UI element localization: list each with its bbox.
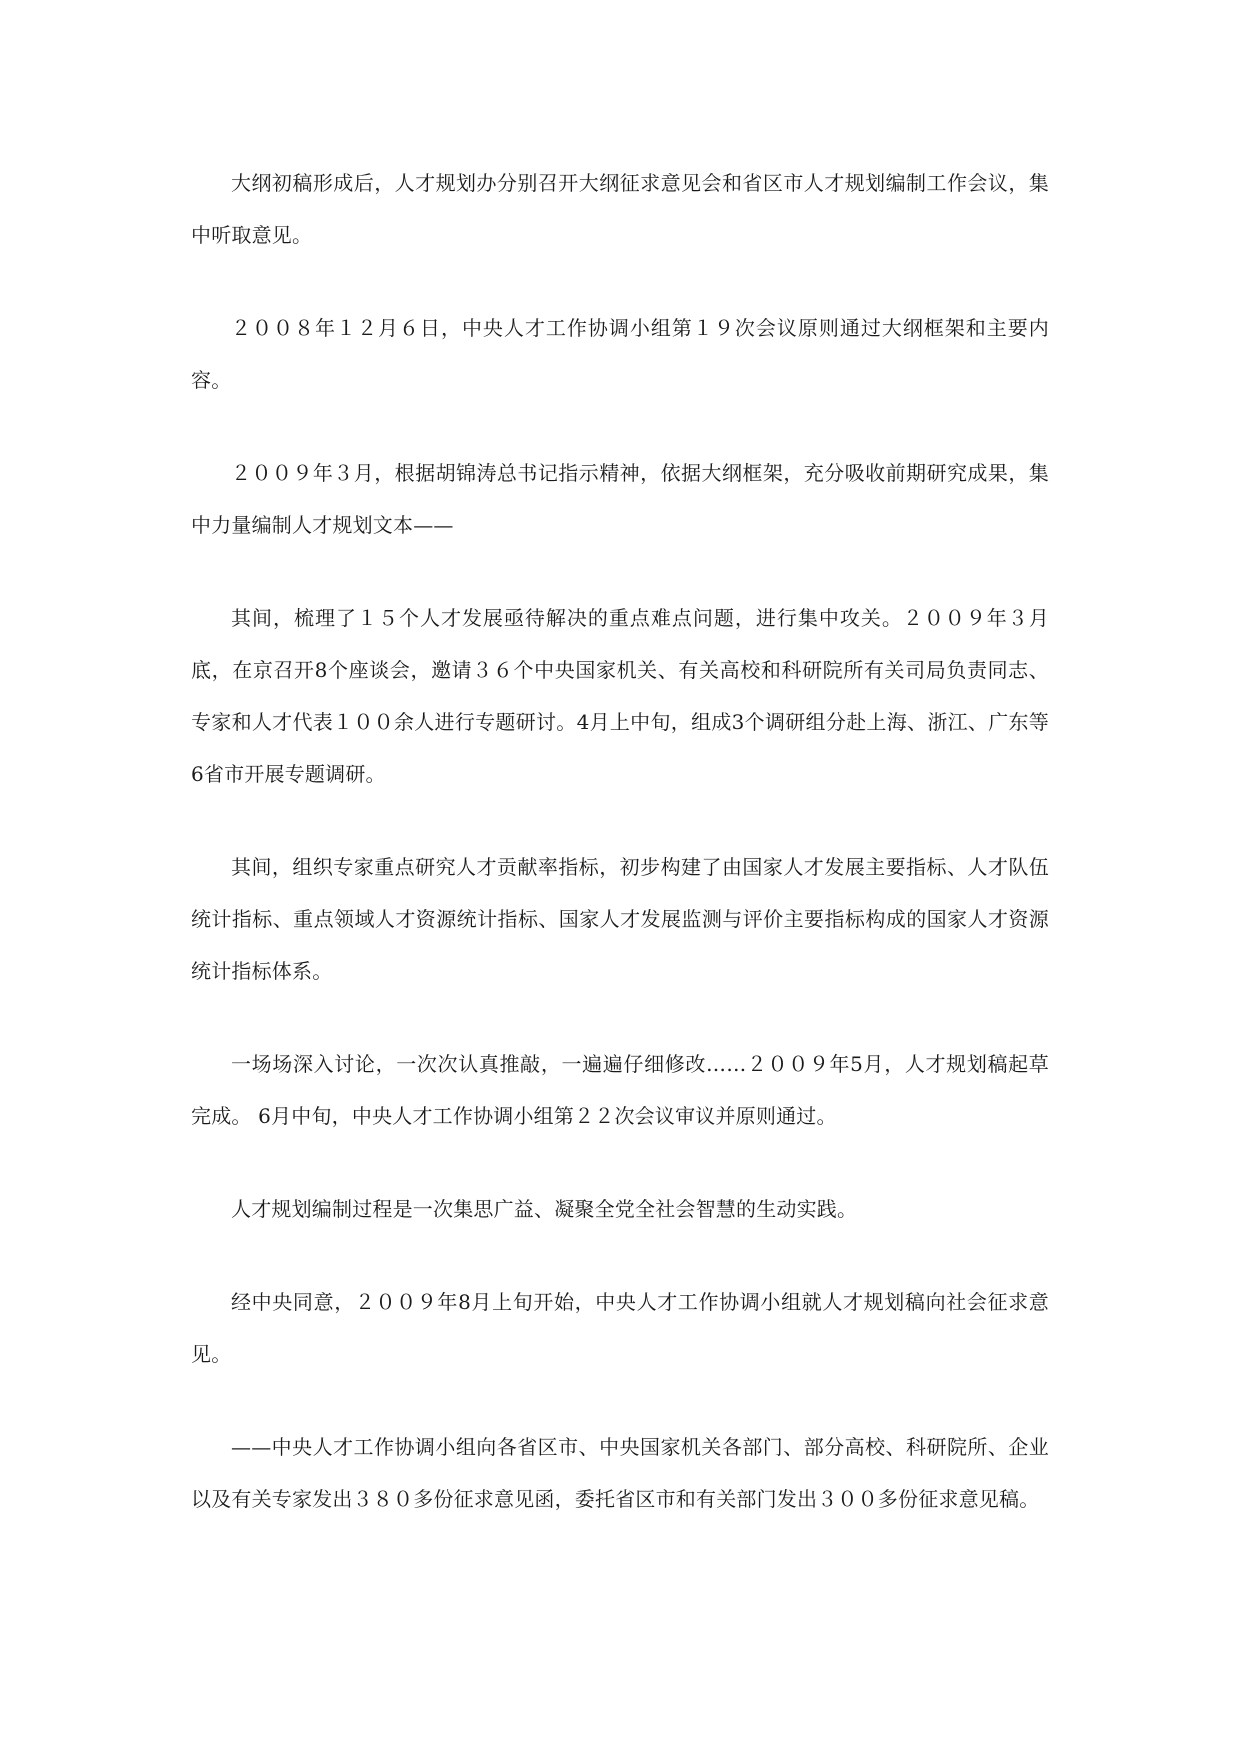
paragraph: 其间，梳理了１５个人才发展亟待解决的重点难点问题，进行集中攻关。２００９年３月底，在京召开8个座谈会，邀请３６个中央国家机关、有关高校和科研院所有关司局负责同志、专家和人才代表１００余人进行专题研讨。4月上中旬，组成3个调研组分赴上海、浙江、广东等6省市开展专题调研。 — [191, 606, 1049, 786]
paragraph: ——中央人才工作协调小组向各省区市、中央国家机关各部门、部分高校、科研院所、企业以及有关专家发出３８０多份征求意见函，委托省区市和有关部门发出３００多份征求意见稿。 — [191, 1435, 1049, 1511]
paragraph: ２００８年１２月６日，中央人才工作协调小组第１９次会议原则通过大纲框架和主要内容。 — [191, 316, 1049, 392]
paragraph: 一场场深入讨论，一次次认真推敲，一遍遍仔细修改……２００９年5月，人才规划稿起草完成。 6月中旬，中央人才工作协调小组第２２次会议审议并原则通过。 — [191, 1052, 1049, 1128]
paragraph: 其间，组织专家重点研究人才贡献率指标，初步构建了由国家人才发展主要指标、人才队伍统计指标、重点领域人才资源统计指标、国家人才发展监测与评价主要指标构成的国家人才资源统计指标体系。 — [191, 855, 1049, 983]
paragraph: 经中央同意，２００９年8月上旬开始，中央人才工作协调小组就人才规划稿向社会征求意见。 — [191, 1290, 1049, 1366]
document-body — [191, 157, 1049, 1525]
paragraph: ２００９年３月，根据胡锦涛总书记指示精神，依据大纲框架，充分吸收前期研究成果，集中力量编制人才规划文本—— — [191, 461, 1049, 537]
paragraph: 人才规划编制过程是一次集思广益、凝聚全党全社会智慧的生动实践。 — [231, 1197, 858, 1221]
paragraph: 大纲初稿形成后，人才规划办分别召开大纲征求意见会和省区市人才规划编制工作会议，集中听取意见。 — [191, 171, 1049, 247]
